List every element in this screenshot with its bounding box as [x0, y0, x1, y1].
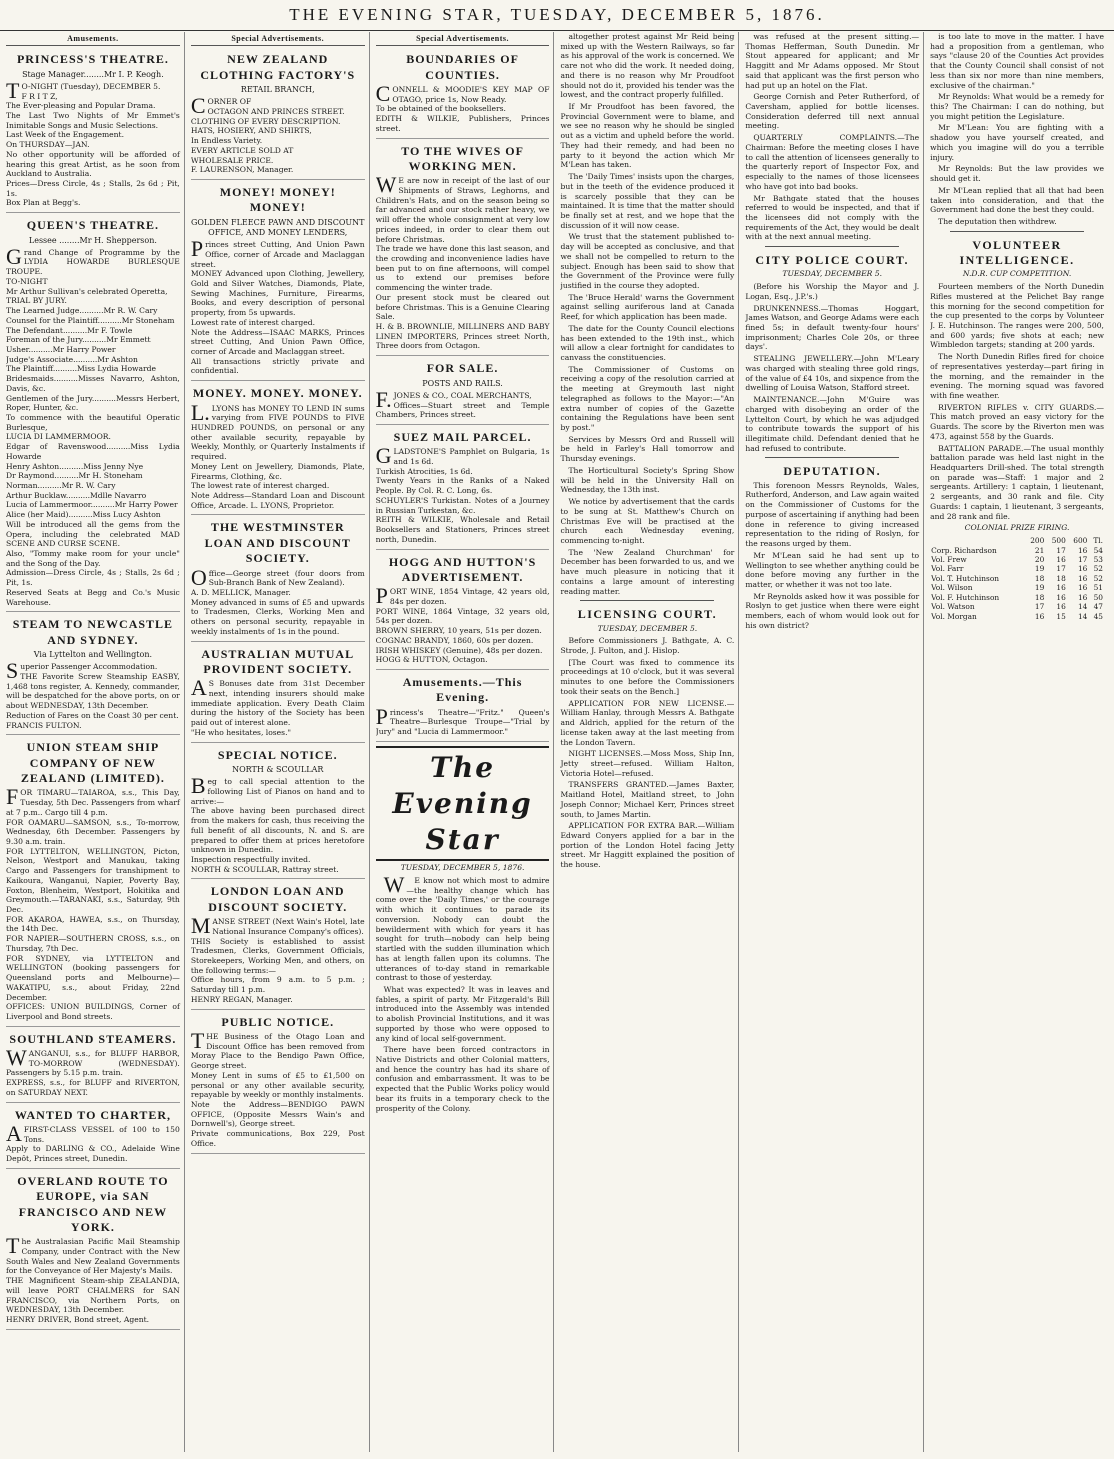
ad-text-line: On THURSDAY—JAN.: [6, 140, 90, 150]
ad-text-line: Box Plan at Begg's.: [6, 198, 81, 208]
ad-title: FOR SALE.: [426, 361, 499, 376]
score-cell: 16: [1056, 592, 1066, 602]
ad-text-line: The Australasian Pacific Mail Steamship Company, under Contract with the New South Wales and New Zealand Governments for the Conveyance of Her Majesty's Mails.: [6, 1233, 180, 1276]
score-cell: 19: [1034, 564, 1045, 574]
ad-title: NEW ZEALAND CLOTHING FACTORY'S: [200, 52, 356, 82]
ad-text-line: Alice (her Maid)..........Miss Lucy Ashton: [6, 510, 161, 520]
score-cell: 18: [1034, 592, 1045, 602]
ad-title: SOUTHLAND STEAMERS.: [9, 1031, 177, 1046]
section-rule: [950, 231, 1084, 232]
advertisement: [376, 49, 550, 138]
news-paragraph: We notice by advertisement that the cards to be sung at St. Matthew's Church on Christmas Eve will be practised at the church each Wednesday evening, commencing to-night.: [560, 497, 735, 545]
ad-text-line: Inspection respectfully invited.: [190, 854, 311, 864]
section-paragraph: APPLICATION FOR NEW LICENSE.—William Hanlay, through Messrs A. Bathgate and Aldrich, applied for the return of the license taken away at the last meeting from the London Tavern.: [560, 698, 735, 747]
advertisement: [376, 552, 550, 670]
column-5: [745, 32, 924, 1452]
ad-text-line: Edgar of Ravenswood..........Miss Lydia Howarde: [6, 442, 180, 461]
leader-paragraph: What was expected? It was in leaves and fables, a spirit of party. Mr Fitzgerald's Bill introduced into the Assembly was intended to abolish Provincial Institutions, and it was supported by those who were opposed to any kind of local self-government.: [375, 984, 550, 1043]
ad-text-line: Lucia of Lammermoor..........Mr Harry Power: [6, 500, 178, 510]
advertisement: [376, 358, 550, 425]
news-paragraph: The 'Bruce Herald' warns the Government against selling auriferous land at Canada Reef, for which application has been made.: [560, 292, 735, 322]
ad-text-line: Note the Address—ISAAC MARKS, Princes street Cutting, And Union Pawn Office, corner of Arcade and Maclaggan street.: [190, 327, 365, 357]
score-cell: 17: [1056, 564, 1066, 574]
section-rule: [765, 457, 899, 458]
ad-text-line: No other opportunity will be afforded of hearing this great Artist, as he soon from Auckland to Australia.: [6, 149, 180, 179]
news-paragraph: Mr M'Lean: You are fighting with a shadow you have yourself created, and which you imagine will do you a terrible injury.: [930, 123, 1104, 162]
ad-text-line: Gentlemen of the Jury..........Messrs Herbert, Roper, Hunter, &c.: [6, 393, 180, 413]
score-cell: Vol. Wilson: [931, 583, 973, 593]
ad-text-line: HOGG & HUTTON, Octagon.: [375, 655, 488, 665]
ad-text-line: Bridesmaids..........Misses Navarro, Ashton, Davis, &c.: [6, 374, 180, 393]
ad-text-line: F. LAURENSON, Manager.: [190, 165, 294, 175]
ad-text-line: CORNER OF: [190, 93, 252, 119]
news-paragraph: Mr Reynolds: What would be a remedy for this? The Chairman: I can do nothing, but you might petition the Legislature.: [930, 92, 1104, 121]
ad-text-line: Beg to call special attention to the following List of Pianos on hand and to arrive:—: [190, 773, 365, 806]
ad-text-line: CLOTHING OF EVERY DESCRIPTION.: [190, 116, 341, 126]
score-cell: 14: [1077, 611, 1088, 621]
column-6: [930, 32, 1108, 1452]
score-cell: Vol. Morgan: [931, 611, 977, 621]
ad-text-line: MONEY Advanced upon Clothing, Jewellery, Gold and Silver Watches, Diamonds, Plate, Sewing Machines, Furniture, Firearms, Books, and every description of personal property, from 5s upwards.: [190, 269, 365, 318]
ad-text-line: To commence with the beautiful Operatic Burlesque,: [6, 412, 180, 432]
score-cell: 53: [1093, 555, 1103, 564]
ad-text-line: OCTAGON AND PRINCES STREET.: [207, 106, 345, 116]
ad-text-line: F.JONES & CO., COAL MERCHANTS,: [375, 386, 532, 412]
score-cell: Vol. F. Hutchinson: [931, 592, 1000, 602]
ad-title: BOUNDARIES OF COUNTIES.: [406, 52, 519, 82]
column-heading: Special Advertisements.: [376, 34, 550, 46]
advertisement: [376, 427, 550, 550]
score-row: [930, 602, 1104, 611]
ad-text-line: Note the Address—BENDIGO PAWN OFFICE, (Opposite Messrs Wain's and Dornwell's), George street.: [190, 1099, 365, 1129]
section-subheading: N.D.R. CUP COMPETITION.: [962, 269, 1072, 279]
score-cell: Corp. Richardson: [931, 545, 997, 555]
score-row: [930, 574, 1104, 583]
ad-text-line: EVERY ARTICLE SOLD AT: [190, 145, 294, 155]
ad-subtitle: Stage Manager........Mr I. P. Keogh.: [22, 69, 164, 79]
ad-text-line: FOR OAMARU—SAMSON, s.s., To-morrow, Wednesday, 6th December. Passengers by 9.30 a.m. train.: [6, 817, 180, 847]
score-cell: Vol. T. Hutchinson: [931, 573, 1000, 583]
ad-text-line: LUCIA DI LAMMERMOOR.: [6, 432, 111, 442]
ad-text-line: Usher..........Mr Harry Power: [6, 344, 116, 354]
score-header-row: [930, 536, 1104, 545]
ad-text-line: F R I T Z,: [21, 91, 58, 101]
news-paragraph: The Commissioner of Customs on receiving a copy of the resolution carried at the meeting at Greymouth last night telegraphed as follows to the Mayor:—"An extra number of copies of the Gazette containing the Regulations have been sent by post.": [560, 364, 735, 433]
ad-text-line: The Learned Judge..........Mr R. W. Cary: [6, 306, 158, 316]
ad-text-line: Money advanced in sums of £5 and upwards to Tradesmen, Clerks, Working Men and others on personal security, repayable in weekly instalments of 1s in the pound.: [190, 597, 365, 636]
ad-text-line: Counsel for the Plaintiff..........Mr Stoneham: [6, 315, 175, 325]
ad-title: WANTED TO CHARTER,: [14, 1107, 171, 1122]
ad-text-line: WANGANUI, s.s., for BLUFF HARBOR, TO-MORROW (WEDNESDAY). Passengers by 5.15 p.m. train.: [6, 1045, 180, 1078]
score-cell: 16: [1077, 564, 1088, 574]
ad-text-line: The above having been purchased direct from the makers for cash, thus receiving the full benefit of all discounts, N. and S. are prepared to offer them at prices heretofore unknown in Dunedin.: [190, 806, 365, 855]
ad-text-line: FOR LYTTELTON, WELLINGTON, Picton, Nelson, Westport and Manukau, taking Cargo and Passengers for transhipment to Kaikoura, Wanganui, Napier, Poverty Bay, Foxton, Blenheim, Westport, Hokitika and Greymouth.—TARANAKI, s.s., Saturday, 9th Dec.: [6, 846, 180, 915]
ad-text-line: To be obtained of the booksellers.: [375, 104, 506, 114]
ad-text-line: "He who hesitates, loses.": [190, 727, 291, 737]
advertisement: [191, 517, 365, 641]
score-cell: Vol. Frew: [931, 555, 967, 564]
ad-subtitle: Lessee ........Mr H. Shepperson.: [28, 235, 157, 245]
score-cell: 17: [1056, 545, 1066, 555]
section-paragraph: DRUNKENNESS.—Thomas Hoggart, James Watson, and George Adams were each fined 5s; in default twenty-four hours' imprisonment; Charles Cole 20s, or three days'.: [745, 303, 920, 352]
section-paragraph: APPLICATION FOR EXTRA BAR.—William Edward Conyers applied for a bar in the portion of the London Hotel facing Jetty street. Mr Haggitt explained the position of the house.: [560, 821, 735, 870]
score-cell: 16: [1077, 545, 1088, 555]
ad-text-line: Lowest rate of interest charged.: [190, 317, 315, 327]
news-paragraph: We trust that the statement published to-day will be accepted as conclusive, and that we shall not be compelled to return to the subject. Enough has been said to show that the Government of the Province were fully justified in the course they adopted.: [560, 232, 735, 290]
score-cell: 54: [1093, 545, 1103, 555]
score-cell: 16: [1056, 555, 1066, 564]
section-paragraph: NIGHT LICENSES.—Moss Moss, Ship Inn, Jetty street—refused. William Halton, Victoria Hotel—refused.: [560, 749, 735, 778]
score-cell: 14: [1077, 602, 1088, 612]
ad-text-line: Money Lent on Jewellery, Diamonds, Plate, Firearms, Clothing, &c.: [190, 461, 365, 481]
ad-text-line: Last Week of the Engagement.: [6, 130, 124, 140]
ad-title: MONEY! MONEY! MONEY!: [219, 184, 336, 215]
masthead: THE EVENING STAR, TUESDAY, DECEMBER 5, 1876.: [0, 0, 1114, 31]
news-paragraph: QUARTERLY COMPLAINTS.—The Chairman: Before the meeting closes I have to call the attention of licensees generally to the quarterly report of Inspector Fox, and especially to the names of those licensees who have got into bad books.: [745, 133, 920, 191]
ad-text-line: Reserved Seats at Begg and Co.'s Music Warehouse.: [6, 587, 180, 607]
section-paragraph: TRANSFERS GRANTED.—James Baxter, Maitland Hotel, Maitland street, to John Joseph Connor; Michael Kerr, Princes street south, to James Martin.: [560, 780, 735, 819]
score-header-cell: 500: [1051, 536, 1066, 546]
score-cell: 45: [1093, 611, 1103, 621]
score-header-cell: [930, 536, 1024, 545]
ad-text-line: A. D. MELLICK, Manager.: [190, 587, 291, 597]
ad-text-line: Princess's Theatre—"Fritz." Queen's Theatre—Burlesque Troupe—"Trial by Jury" and "Lucia di Lammermoor.": [375, 703, 550, 737]
section-paragraph: RIVERTON RIFLES v. CITY GUARDS.—This match proved an easy victory for the Guards. The score by the Riverton men was 473, against 558 by the Guards.: [930, 402, 1104, 441]
score-cell: 18: [1034, 573, 1045, 583]
score-cell: 17: [1034, 602, 1045, 612]
score-row: [930, 593, 1104, 602]
section-paragraph: (Before his Worship the Mayor and J. Logan, Esq., J.P.'s.): [745, 282, 920, 301]
ad-text-line: Prices—Dress Circle, 4s ; Stalls, 2s 6d ; Pit, 1s.: [6, 179, 180, 198]
advertisement: [6, 1029, 180, 1103]
ad-title: PUBLIC NOTICE.: [221, 1014, 335, 1029]
ad-text-line: Princes street Cutting, And Union Pawn Office, corner of Arcade and Maclaggan street.: [190, 236, 365, 269]
ad-text-line: COGNAC BRANDY, 1860, 60s per dozen.: [375, 635, 534, 645]
ad-title: Amusements.—This Evening.: [402, 674, 523, 705]
ad-text-line: AS Bonuses date from 31st December next, intending insurers should make immediate application. Every Death Claim during the history of the Society has been paid out of interest alone.: [190, 675, 365, 728]
ad-text-line: Norman..........Mr R. W. Cary: [6, 481, 116, 491]
score-cell: Vol. Watson: [931, 602, 975, 612]
column-4: [560, 32, 739, 1452]
ad-text-line: PORT WINE, 1864 Vintage, 32 years old, 54s per dozen.: [375, 606, 550, 626]
score-cell: 50: [1093, 592, 1103, 602]
ad-text-line: IRISH WHISKEY (Genuine), 48s per dozen.: [375, 645, 543, 655]
ad-text-line: FRANCIS FULTON.: [6, 720, 82, 730]
ad-text-line: THE Favorite Screw Steamship EASBY, 1,468 tons register, A. Kennedy, commander, will be despatched for the above ports, on or about WEDNESDAY, 13th December.: [6, 672, 180, 711]
ad-text-line: The trade we have done this last season, and the crowding and inconvenience ladies have been put to on fine afternoons, will compel us to extend our premises before commencing the winter trade.: [375, 244, 550, 293]
ad-text-line: TRIAL BY JURY.: [6, 296, 67, 306]
ad-text-line: MANSE STREET (Next Wain's Hotel, late National Insurance Company's offices).: [190, 913, 365, 939]
ad-text-line: The Plaintiff..........Miss Lydia Howarde: [6, 364, 157, 374]
advertisement: [191, 745, 365, 880]
ad-text-line: Private communications, Box 229, Post Office.: [190, 1129, 365, 1148]
ad-text-line: PORT WINE, 1854 Vintage, 42 years old, 84s per dozen.: [375, 583, 550, 609]
ad-text-line: Offices—Stuart street and Temple Chambers, Princes street.: [375, 400, 550, 420]
ad-text-line: FOR AKAROA, HAWEA, s.s., on Thursday, the 14th Dec.: [6, 914, 180, 934]
ad-text-line: THE Business of the Otago Loan and Discount Office has been removed from Moray Place to the Bendigo Pawn Office, George street.: [190, 1027, 365, 1071]
section-heading: CITY POLICE COURT.: [755, 253, 910, 268]
score-cell: 16: [1077, 573, 1088, 583]
ad-text-line: Apply to DARLING & CO., Adelaide Wine Depôt, Princes street, Dunedin.: [6, 1144, 180, 1164]
score-cell: 17: [1077, 555, 1088, 564]
ad-title: TO THE WIVES OF WORKING MEN.: [401, 143, 524, 173]
ad-text-line: The lowest rate of interest charged.: [190, 481, 330, 491]
score-cell: 16: [1056, 602, 1066, 612]
ad-text-line: TO-NIGHT (Tuesday), DECEMBER 5.: [6, 77, 161, 103]
score-header-cell: Tl.: [1093, 536, 1103, 546]
news-paragraph: Mr Bathgate stated that the houses referred to would be inspected, and that if the licensees did not comply with the requirements of the Act, they would be dealt with at the next annual meeting.: [745, 193, 920, 242]
section-paragraph: [The Court was fixed to commence its proceedings at 10 o'clock, but it was several minutes to one before the Commissioners took their seats on the Bench.]: [560, 657, 735, 696]
ad-text-line: CONNELL & MOODIE'S KEY MAP OF OTAGO, price 1s, Now Ready.: [375, 80, 550, 106]
ad-title: HOGG AND HUTTON'S ADVERTISEMENT.: [388, 554, 537, 584]
score-cell: 51: [1093, 583, 1103, 593]
news-paragraph: was refused at the present sitting.—Thomas Hefferman, South Dunedin. Mr Stout appeared for applicant; and Mr Haggitt and Mr Adams opposed. Mr Stout said that applicant was the first person who had put up an hotel on the Flat.: [745, 32, 920, 90]
ad-text-line: WE are now in receipt of the last of our Shipments of Straws, Leghorns, and Children's Hats, and on the season being so far advanced and our stock rather heavy, we will offer the whole consignment at very low prices indeed, in order to clear them out before Christmas.: [375, 172, 550, 244]
section-paragraph: Fourteen members of the North Dunedin Rifles mustered at the Pelichet Bay range this morning for the second competition for the cup presented to the corps by Volunteer J. E. Hutchinson. The ranges were 200, 500, and 600 yards; five shots at each; new Wimbledon targets; standing at 200 yards.: [930, 282, 1104, 350]
ad-text-line: EDITH & WILKIE, Publishers, Princes street.: [375, 114, 550, 133]
ad-text-line: FOR SYDNEY, via LYTTELTON and WELLINGTON (booking passengers for Queensland ports and Melbourne)—WAKATIPU, s.s., about Friday, 22nd December.: [6, 953, 180, 1002]
advertisement: [191, 1012, 365, 1154]
section-paragraph: BATTALION PARADE.—The usual monthly battalion parade was held last night in the Headquarters Drill-shed. The total strength on parade was—Staff: 1 major and 2 sergeants. Artillery: 1 captain, 1 lieutenant, 2 sergeants, and 30 rank and file. City Guards: 1 captain, 1 lieutenant, 3 sergeants, and 28 rank and file.: [930, 443, 1104, 521]
score-cell: 20: [1034, 555, 1045, 564]
score-header-cell: 600: [1073, 536, 1088, 546]
advertisement: [6, 49, 180, 213]
ad-text-line: AFIRST-CLASS VESSEL of 100 to 150 Tons.: [6, 1120, 180, 1146]
advertisement: [191, 881, 365, 1009]
ad-text-line: In Endless Variety.: [190, 136, 263, 146]
ad-text-line: Dr Raymond..........Mr H. Stoneham: [6, 471, 143, 481]
ad-text-line: Our present stock must be cleared out before Christmas. This is a Genuine Clearing Sale.: [375, 292, 550, 322]
ad-title: PRINCESS'S THEATRE.: [16, 52, 169, 67]
score-cell: 15: [1056, 611, 1066, 621]
ad-text-line: FOR TIMARU—TAIAROA, s.s., This Day, Tuesday, 5th Dec. Passengers from wharf at 7 p.m.. Cargo till 4 p.m.: [6, 784, 180, 817]
news-paragraph: The date for the County Council elections has been extended to the 19th inst., which will allow a clear fortnight for candidates to canvass the constituencies.: [560, 323, 735, 362]
advertisement: [191, 49, 365, 180]
ad-text-line: HATS, HOSIERY, AND SHIRTS,: [190, 126, 312, 136]
section-paragraph: Before Commissioners J. Bathgate, A. C. Strode, J. Fulton, and J. Hislop.: [560, 636, 735, 656]
score-cell: 21: [1034, 545, 1045, 555]
ad-title: OVERLAND ROUTE TO EUROPE, via SAN FRANCISCO AND NEW YORK.: [17, 1173, 169, 1234]
ad-text-line: Judge's Associate..........Mr Ashton: [6, 354, 138, 364]
ad-title: STEAM TO NEWCASTLE AND SYDNEY.: [12, 617, 174, 647]
column-2: [191, 32, 370, 1452]
score-cell: 52: [1093, 573, 1103, 583]
ad-text-line: Reduction of Fares on the Coast 30 per cent.: [6, 710, 179, 720]
ad-text-line: Will be introduced all the gems from the Opera, including the celebrated MAD SCENE AND CURSE SCENE.: [6, 519, 180, 549]
score-row: [930, 564, 1104, 573]
ad-text-line: Grand Change of Programme by the LYDIA HOWARDE BURLESQUE TROUPE.: [6, 243, 180, 277]
ad-text-line: Twenty Years in the Ranks of a Naked People. By Col. R. C. Long, 6s.: [375, 476, 550, 496]
ad-text-line: WHOLESALE PRICE.: [190, 155, 274, 165]
leader-paragraph: There have been forced contractors in Native Districts and other Colonial matters, and hence the country has had its share of confusion and embarrassment. It was to be expected that the Public Works policy would bear its fruits in a temporary check to the prosperity of the Colony.: [375, 1045, 550, 1113]
section-paragraph: MAINTENANCE.—John M'Guire was charged with disobeying an order of the Lyttelton Court, by which he was adjudged to contribute towards the support of his illegitimate child. Defendant denied that he had refused to contribute.: [745, 395, 920, 453]
ad-title: THE WESTMINSTER LOAN AND DISCOUNT SOCIETY.: [204, 520, 351, 566]
score-cell: 52: [1093, 564, 1103, 574]
columns-container: [6, 32, 1108, 1452]
advertisement: [6, 1171, 180, 1330]
ad-text-line: Henry Ashton..........Miss Jenny Nye: [6, 461, 144, 471]
ad-text-line: GLADSTONE'S Pamphlet on Bulgaria, 1s and 1s 6d.: [375, 443, 550, 469]
ad-title: QUEEN'S THEATRE.: [26, 218, 160, 233]
ad-text-line: The Defendant..........Mr F. Towle: [6, 325, 133, 335]
ad-title: AUSTRALIAN MUTUAL PROVIDENT SOCIETY.: [201, 646, 355, 676]
ad-subtitle: RETAIL BRANCH,: [240, 84, 315, 94]
ad-text-line: Office hours, from 9 a.m. to 5 p.m. ; Saturday till 1 p.m.: [190, 975, 365, 995]
ad-text-line: FOR NAPIER—SOUTHERN CROSS, s.s., on Thursday, 7th Dec.: [6, 934, 180, 953]
ad-text-line: Mr Arthur Sullivan's celebrated Operetta,: [6, 286, 168, 296]
ad-title: UNION STEAM SHIP COMPANY OF NEW ZEALAND (LIMITED).: [20, 740, 165, 786]
news-paragraph: Services by Messrs Ord and Russell will be held in Farley's Hall tomorrow and Thursday evenings.: [560, 434, 735, 464]
news-paragraph: The 'Daily Times' insists upon the charges, but in the teeth of the evidence produced it is scarcely possible that they can be maintained. It is time that the matter should be finally set at rest, and we hope that the discussion of it will now cease.: [560, 172, 735, 230]
ad-text-line: Money Lent in sums of £5 to £1,500 on personal or any other available security, repayable by weekly or monthly instalments.: [190, 1070, 365, 1100]
ad-subtitle: Via Lyttelton and Wellington.: [33, 650, 153, 660]
score-table: [930, 536, 1104, 621]
advertisement: [191, 383, 365, 515]
column-1: [6, 32, 185, 1452]
ad-text-line: Note Address—Standard Loan and Discount Office, Arcade. L. LYONS, Proprietor.: [190, 491, 365, 510]
news-paragraph: The deputation then withdrew.: [938, 216, 1057, 226]
news-paragraph: altogether protest against Mr Reid being mixed up with the Western Railways, so far as his approval of the work is concerned. We care not who did the work. It needed doing, and there is no reason why Mr Proudfoot should not do it, provided his tender was the lowest, and the contract properly fulfilled.: [560, 32, 735, 100]
ad-text-line: EXPRESS, s.s., for BLUFF and RIVERTON, on SATURDAY NEXT.: [6, 1078, 180, 1097]
ad-text-line: Superior Passenger Accommodation.: [6, 658, 158, 684]
ad-text-line: THE Magnificent Steam-ship ZEALANDIA, will leave PORT CHALMERS for SAN FRANCISCO, via Northern Ports, on WEDNESDAY, 13th December.: [6, 1276, 180, 1315]
score-cell: 16: [1077, 583, 1088, 593]
news-paragraph: George Cornish and Peter Rutherford, of Caversham, applied for bottle licenses. Consideration deferred till next annual meeting.: [745, 92, 920, 131]
news-paragraph: Mr Reynolds: But the law provides we should get it.: [930, 164, 1104, 184]
score-header-cell: 200: [1030, 536, 1045, 546]
score-cell: 16: [1056, 583, 1066, 593]
ad-subtitle: NORTH & SCOULLAR: [232, 764, 324, 774]
section-heading: LICENSING COURT.: [577, 607, 718, 622]
score-cell: 47: [1093, 602, 1103, 612]
ad-title: LONDON LOAN AND DISCOUNT SOCIETY.: [208, 884, 348, 914]
news-paragraph: is too late to move in the matter. I have had a proposition from a gentleman, who says "clause 20 of the Counties Act provides that the County Council shall consist of not less than six nor more than nine members, exclusive of the chairman.": [930, 32, 1104, 90]
section-rule: [580, 600, 714, 601]
ad-text-line: Office—George street (four doors from Sub-Branch Bank of New Zealand).: [190, 564, 365, 590]
ad-text-line: All transactions strictly private and confidential.: [190, 356, 365, 376]
advertisement: [191, 644, 365, 743]
score-cell: 19: [1034, 583, 1045, 593]
ad-text-line: The Ever-pleasing and Popular Drama.: [6, 101, 156, 111]
advertisement: [6, 215, 180, 612]
ad-subtitle: POSTS AND RAILS.: [422, 378, 503, 388]
ad-title: MONEY. MONEY. MONEY.: [192, 386, 363, 401]
news-paragraph: The Horticultural Society's Spring Show will be held in the University Hall on Wednesday, the 13th inst.: [560, 465, 735, 495]
score-row: [930, 546, 1104, 555]
score-row: [930, 583, 1104, 592]
section-heading: DEPUTATION.: [783, 464, 882, 479]
score-table-title: COLONIAL PRIZE FIRING.: [964, 523, 1070, 533]
section-paragraph: This forenoon Messrs Reynolds, Wales, Rutherford, Anderson, and Law again waited on the Commissioner of Customs for the purpose of ascertaining if anything had been done in reference to giving increased representation to the riding of Roslyn, for the reasons urged by them.: [745, 480, 920, 549]
score-cell: 18: [1056, 573, 1066, 583]
section-rule: [765, 246, 899, 247]
advertisement: [6, 737, 180, 1026]
advertisement: [6, 614, 180, 735]
ad-text-line: THIS Society is established to assist Tradesmen, Clerks, Government Officials, Storekeepers, Working Men, and others, on the following terms:—: [190, 936, 365, 975]
section-heading: VOLUNTEER INTELLIGENCE.: [959, 237, 1075, 268]
ad-text-line: NORTH & SCOULLAR, Rattray street.: [190, 864, 339, 874]
ad-text-line: H. & B. BROWNLIE, MILLINERS AND BABY LINEN IMPORTERS, Princes street North, Three doors from Octagon.: [375, 322, 550, 351]
ad-text-line: Foreman of the Jury..........Mr Emmett: [6, 335, 151, 345]
ad-text-line: L.LYONS has MONEY TO LEND IN sums varying from FIVE POUNDS to FIVE HUNDRED POUNDS, on personal or any other available security, repayable by Weekly, Monthly, or Quarterly Instalments if required.: [190, 399, 365, 462]
score-cell: Vol. Farr: [931, 564, 964, 574]
ad-subtitle: GOLDEN FLEECE PAWN AND DISCOUNT OFFICE, AND MONEY LENDERS,: [190, 217, 365, 237]
section-subheading: TUESDAY, DECEMBER 5.: [597, 623, 698, 633]
ad-text-line: OFFICES: UNION BUILDINGS, Corner of Liverpool and Bond streets.: [6, 1002, 180, 1021]
section-paragraph: Mr Reynolds asked how it was possible for Roslyn to get justice when there were eight members, each of whom would look out for his own district?: [745, 591, 920, 630]
advertisement: [6, 1105, 180, 1169]
ad-text-line: HENRY REGAN, Manager.: [190, 994, 293, 1004]
ad-text-line: Also, "Tommy make room for your uncle" and the Song of the Day.: [6, 549, 180, 568]
score-cell: 16: [1077, 592, 1088, 602]
issue-date: TUESDAY, DECEMBER 5, 1876.: [400, 863, 525, 873]
ad-title: SUEZ MAIL PARCEL.: [393, 429, 532, 444]
ad-title: SPECIAL NOTICE.: [217, 747, 338, 762]
ad-text-line: HENRY DRIVER, Bond street, Agent.: [6, 1315, 150, 1325]
section-paragraph: The North Dunedin Rifles fired for choice of representatives yesterday—part firing in the morning, and the remainder in the evening. The morning squad was favored with fine weather.: [930, 352, 1104, 400]
score-cell: 16: [1034, 611, 1045, 621]
news-paragraph: If Mr Proudfoot has been favored, the Provincial Government were to blame, and we see no reason why he should be singled out as a victim and upheld before the world. They had their remedy, and had been no party to it beyond the action which Mr M'Lean has taken.: [560, 102, 735, 170]
section-paragraph: Mr M'Lean said he had sent up to Wellington to see whether anything could be done before moving any further in the matter, or whether it was not too late.: [745, 550, 920, 589]
newspaper-nameplate: The Evening Star: [376, 746, 550, 861]
advertisement: [191, 182, 365, 381]
column-heading: Amusements.: [6, 34, 180, 46]
ad-text-line: Admission—Dress Circle, 4s ; Stalls, 2s 6d ; Pit, 1s.: [6, 568, 180, 588]
ad-text-line: BROWN SHERRY, 10 years, 51s per dozen.: [375, 626, 542, 636]
ad-text-line: Turkish Atrocities, 1s 6d.: [375, 466, 473, 476]
advertisement: [376, 672, 550, 742]
news-paragraph: Mr M'Lean replied that all that had been taken into consideration, and that the Government had done the best they could.: [930, 185, 1104, 215]
score-row: [930, 612, 1104, 621]
column-3: [376, 32, 555, 1452]
ad-text-line: SCHUYLER'S Turkistan. Notes of a Journey in Russian Turkestan, &c.: [375, 495, 550, 515]
leader-paragraph: WE know not which most to admire—the healthy change which has come over the 'Daily Times,' or the courage with which it continues to parade its conversion. Nobody can doubt the bewilderment with which for years it has sought for truth—nobody can help being startled with the sudden illumination which has at length fallen upon its columns. The utterances of to-day stand in remarkable contrast to those of yesterday.: [375, 872, 550, 983]
section-paragraph: STEALING JEWELLERY.—John M'Leary was charged with stealing three gold rings, of the value of £4 10s, and sixpence from the dwelling of Louisa Watson, Stafford street.: [745, 354, 920, 393]
ad-text-line: The Last Two Nights of Mr Emmet's Inimitable Songs and Music Selections.: [6, 110, 180, 130]
ad-text-line: TO-NIGHT: [6, 276, 48, 286]
ad-text-line: REITH & WILKIE, Wholesale and Retail Booksellers and Stationers, Princes street north, Dunedin.: [375, 515, 550, 544]
advertisement: [376, 141, 550, 357]
news-paragraph: The 'New Zealand Churchman' for December has been forwarded to us, and we have much pleasure in noticing that it contains a large amount of interesting reading matter.: [560, 547, 735, 596]
ad-text-line: Arthur Bucklaw..........Mdlle Navarro: [6, 490, 147, 500]
section-subheading: TUESDAY, DECEMBER 5.: [782, 269, 883, 279]
column-heading: Special Advertisements.: [191, 34, 365, 46]
score-row: [930, 555, 1104, 564]
